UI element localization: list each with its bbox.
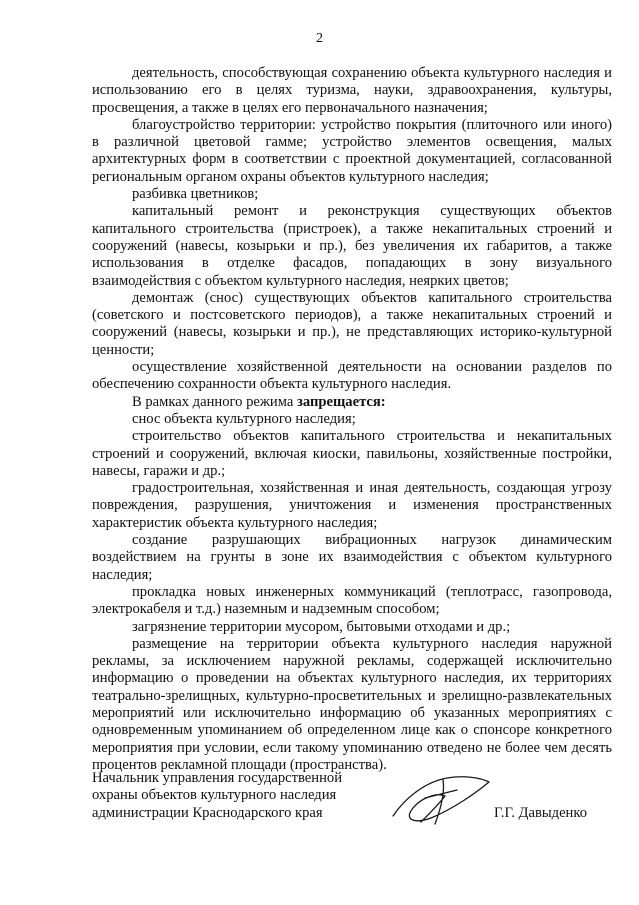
- prohibition-lead: В рамках данного режима: [132, 393, 297, 410]
- paragraph: благоустройство территории: устройство покрытия (плиточного или иного) в различной цветовой гамме; устройство элементов освещения, малых архитектурных форм в соответствии с проектной документацией, согласованной региональным органом охраны объектов культурного наследия;: [92, 116, 612, 185]
- handwritten-signature: [385, 768, 495, 828]
- signatory-title-line: администрации Краснодарского края: [92, 804, 323, 821]
- document-body: [92, 65, 612, 774]
- paragraph: деятельность, способствующая сохранению объекта культурного наследия и использованию его в целях туризма, науки, здравоохранения, культуры, просвещения, а также в целях его первоначального назначения;: [92, 65, 612, 116]
- paragraph: осуществление хозяйственной деятельности на основании разделов по обеспечению сохранности объекта культурного наследия.: [92, 359, 612, 393]
- prohibition-intro: [92, 394, 612, 411]
- prohibited-item: размещение на территории объекта культурного наследия наружной рекламы, за исключением наружной рекламы, содержащей исключительно информацию о проведении на объектах культурного наследия, их территориях театрально-зрелищных, культурно-просветительных и зрелищно-развлекательных мероприятий или исключительно информацию об указанных мероприятиях с одновременным упоминанием об определенном лице как о спонсоре конкретного мероприятия при условии, если такому упоминанию отведено не более чем десять процентов рекламной площади (пространства).: [92, 635, 612, 773]
- prohibited-item: градостроительная, хозяйственная и иная деятельность, создающая угрозу повреждения, разрушения, уничтожения и изменения пространственных характеристик объекта культурного наследия;: [92, 480, 612, 531]
- signatory-title: [92, 770, 342, 822]
- signatory-title-line: Начальник управления государственной: [92, 770, 343, 786]
- prohibited-item: строительство объектов капитального строительства и некапитальных строений и сооружений, включая киоски, павильоны, хозяйственные постройки, навесы, гаражи и др.;: [92, 428, 612, 479]
- prohibited-item: снос объекта культурного наследия;: [132, 410, 356, 427]
- paragraph: разбивка цветников;: [132, 186, 259, 203]
- prohibited-item: создание разрушающих вибрационных нагрузок динамическим воздействием на грунты в зоне их взаимодействия с объектом культурного наследия;: [92, 532, 612, 583]
- paragraph: капитальный ремонт и реконструкция существующих объектов капитального строительства (пристроек), а также некапитальных строений и сооружений (навесы, козырьки и пр.), без увеличения их габаритов, а также использования в отделке фасадов, попадающих в зону визуального взаимодействия с объектом культурного наследия, неярких цветов;: [92, 203, 612, 289]
- prohibited-item: загрязнение территории мусором, бытовыми отходами и др.;: [132, 618, 511, 635]
- paragraph: демонтаж (снос) существующих объектов капитального строительства (советского и постсоветского периодов), а также некапитальных строений и сооружений (навесы, козырьки и пр.), не представляющих историко-культурной ценности;: [92, 289, 612, 358]
- signatory-name: Г.Г. Давыденко: [494, 805, 588, 821]
- prohibited-item: прокладка новых инженерных коммуникаций (теплотрасс, газопровода, электрокабеля и т.д.) наземным и надземным способом;: [92, 583, 612, 618]
- prohibition-keyword: запрещается:: [297, 393, 386, 410]
- signatory-title-line: охраны объектов культурного наследия: [92, 787, 337, 804]
- page-number: 2: [316, 31, 323, 46]
